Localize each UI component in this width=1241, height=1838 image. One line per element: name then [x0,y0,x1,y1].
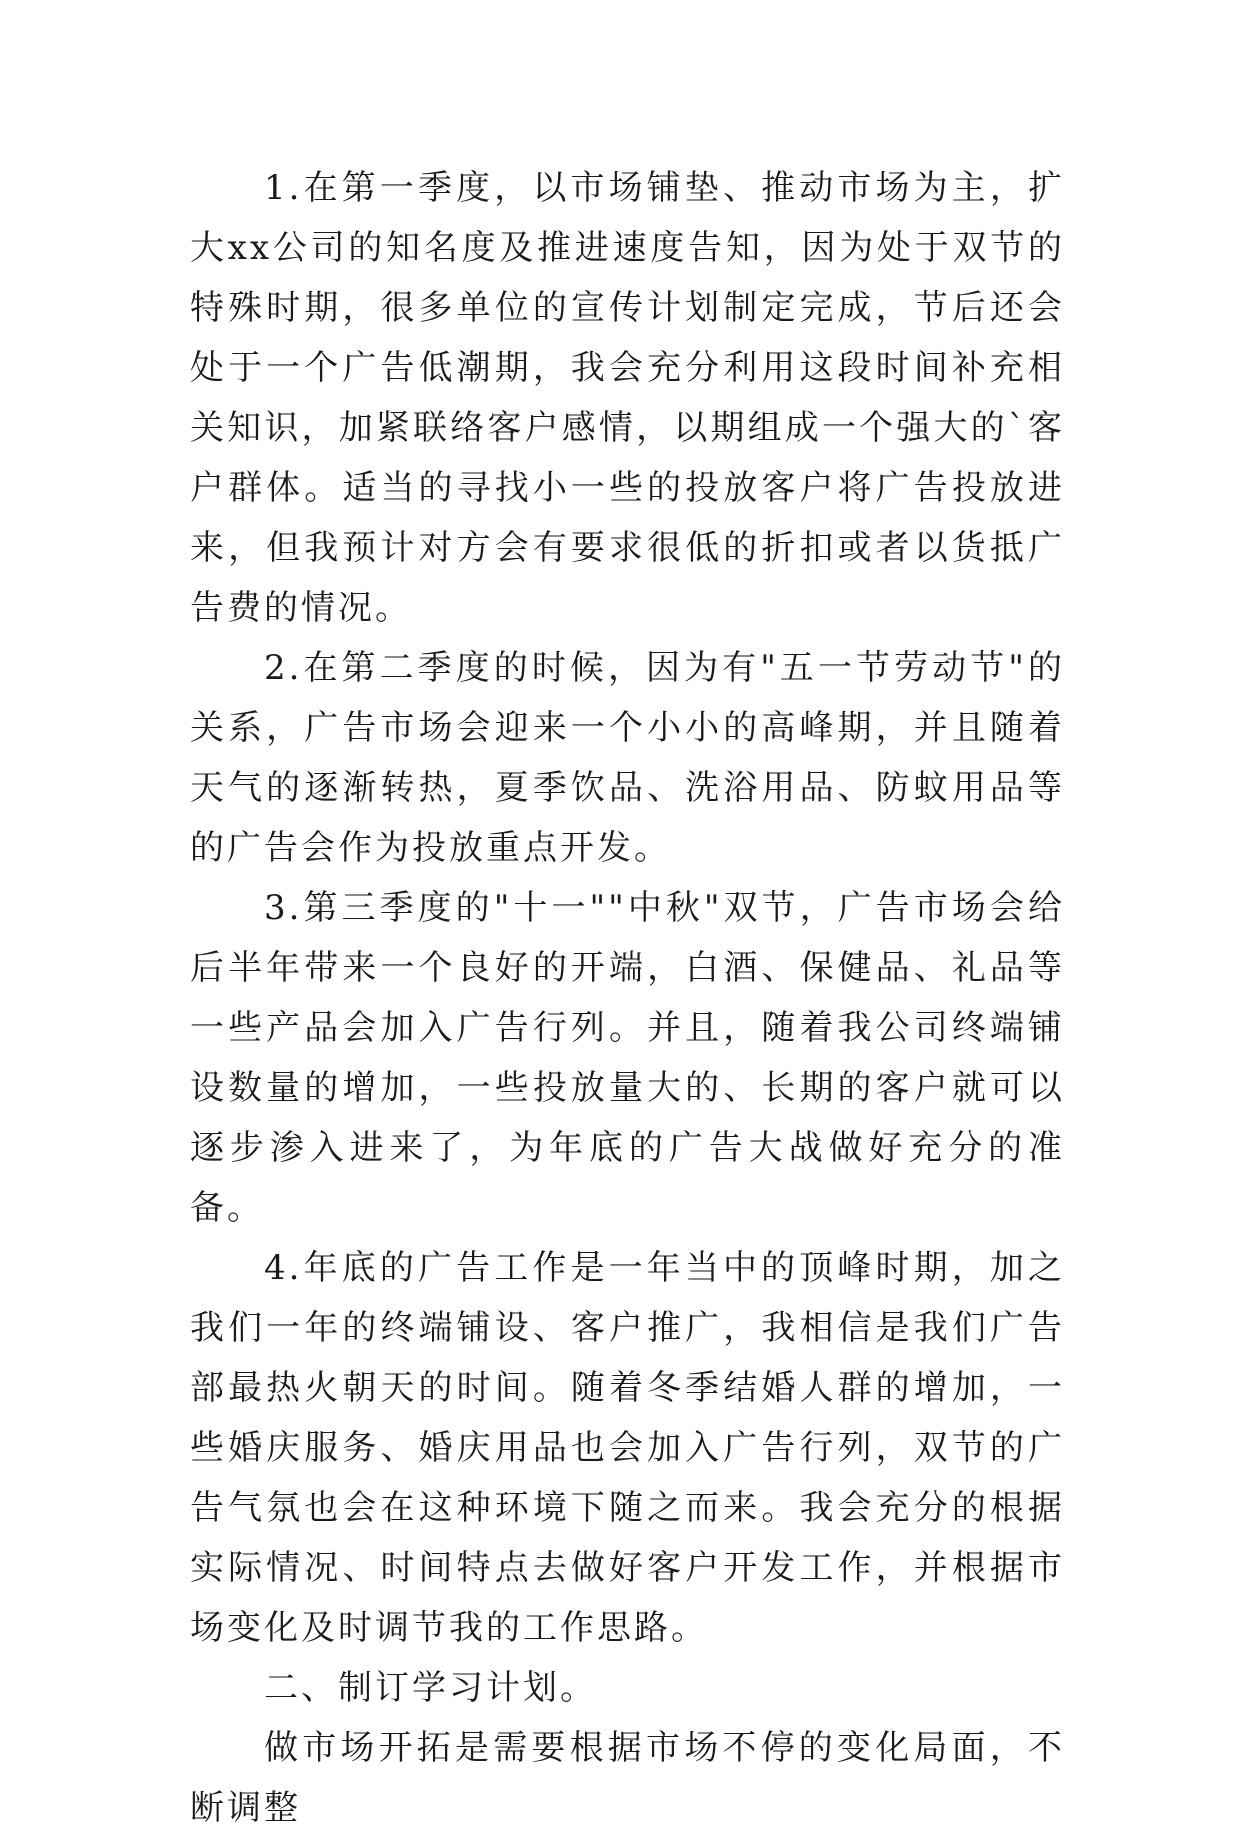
document-body [190,158,1065,1838]
paragraph-q2-plan: 2.在第二季度的时候，因为有"五一节劳动节"的关系，广告市场会迎来一个小小的高峰期，并且随着天气的逐渐转热，夏季饮品、洗浴用品、防蚊用品等的广告会作为投放重点开发。 [190,648,1065,868]
section-heading-study-plan: 二、制订学习计划。 [264,1668,597,1708]
paragraph-q3-plan: 3.第三季度的"十一""中秋"双节，广告市场会给后半年带来一个良好的开端，白酒、保健品、礼品等一些产品会加入广告行列。并且，随着我公司终端铺设数量的增加，一些投放量大的、长期的客户就可以逐步渗入进来了，为年底的广告大战做好充分的准备。 [190,888,1065,1228]
paragraph-market-expansion: 做市场开拓是需要根据市场不停的变化局面，不断调整 [190,1728,1065,1828]
paragraph-q1-plan: 1.在第一季度，以市场铺垫、推动市场为主，扩大xx公司的知名度及推进速度告知，因为处于双节的特殊时期，很多单位的宣传计划制定完成，节后还会处于一个广告低潮期，我会充分利用这段时间补充相关知识，加紧联络客户感情，以期组成一个强大的`客户群体。适当的寻找小一些的投放客户将广告投放进来，但我预计对方会有要求很低的折扣或者以货抵广告费的情况。 [190,168,1065,628]
paragraph-q4-plan: 4.年底的广告工作是一年当中的顶峰时期，加之我们一年的终端铺设、客户推广，我相信是我们广告部最热火朝天的时间。随着冬季结婚人群的增加，一些婚庆服务、婚庆用品也会加入广告行列，双节的广告气氛也会在这种环境下随之而来。我会充分的根据实际情况、时间特点去做好客户开发工作，并根据市场变化及时调节我的工作思路。 [190,1248,1065,1648]
